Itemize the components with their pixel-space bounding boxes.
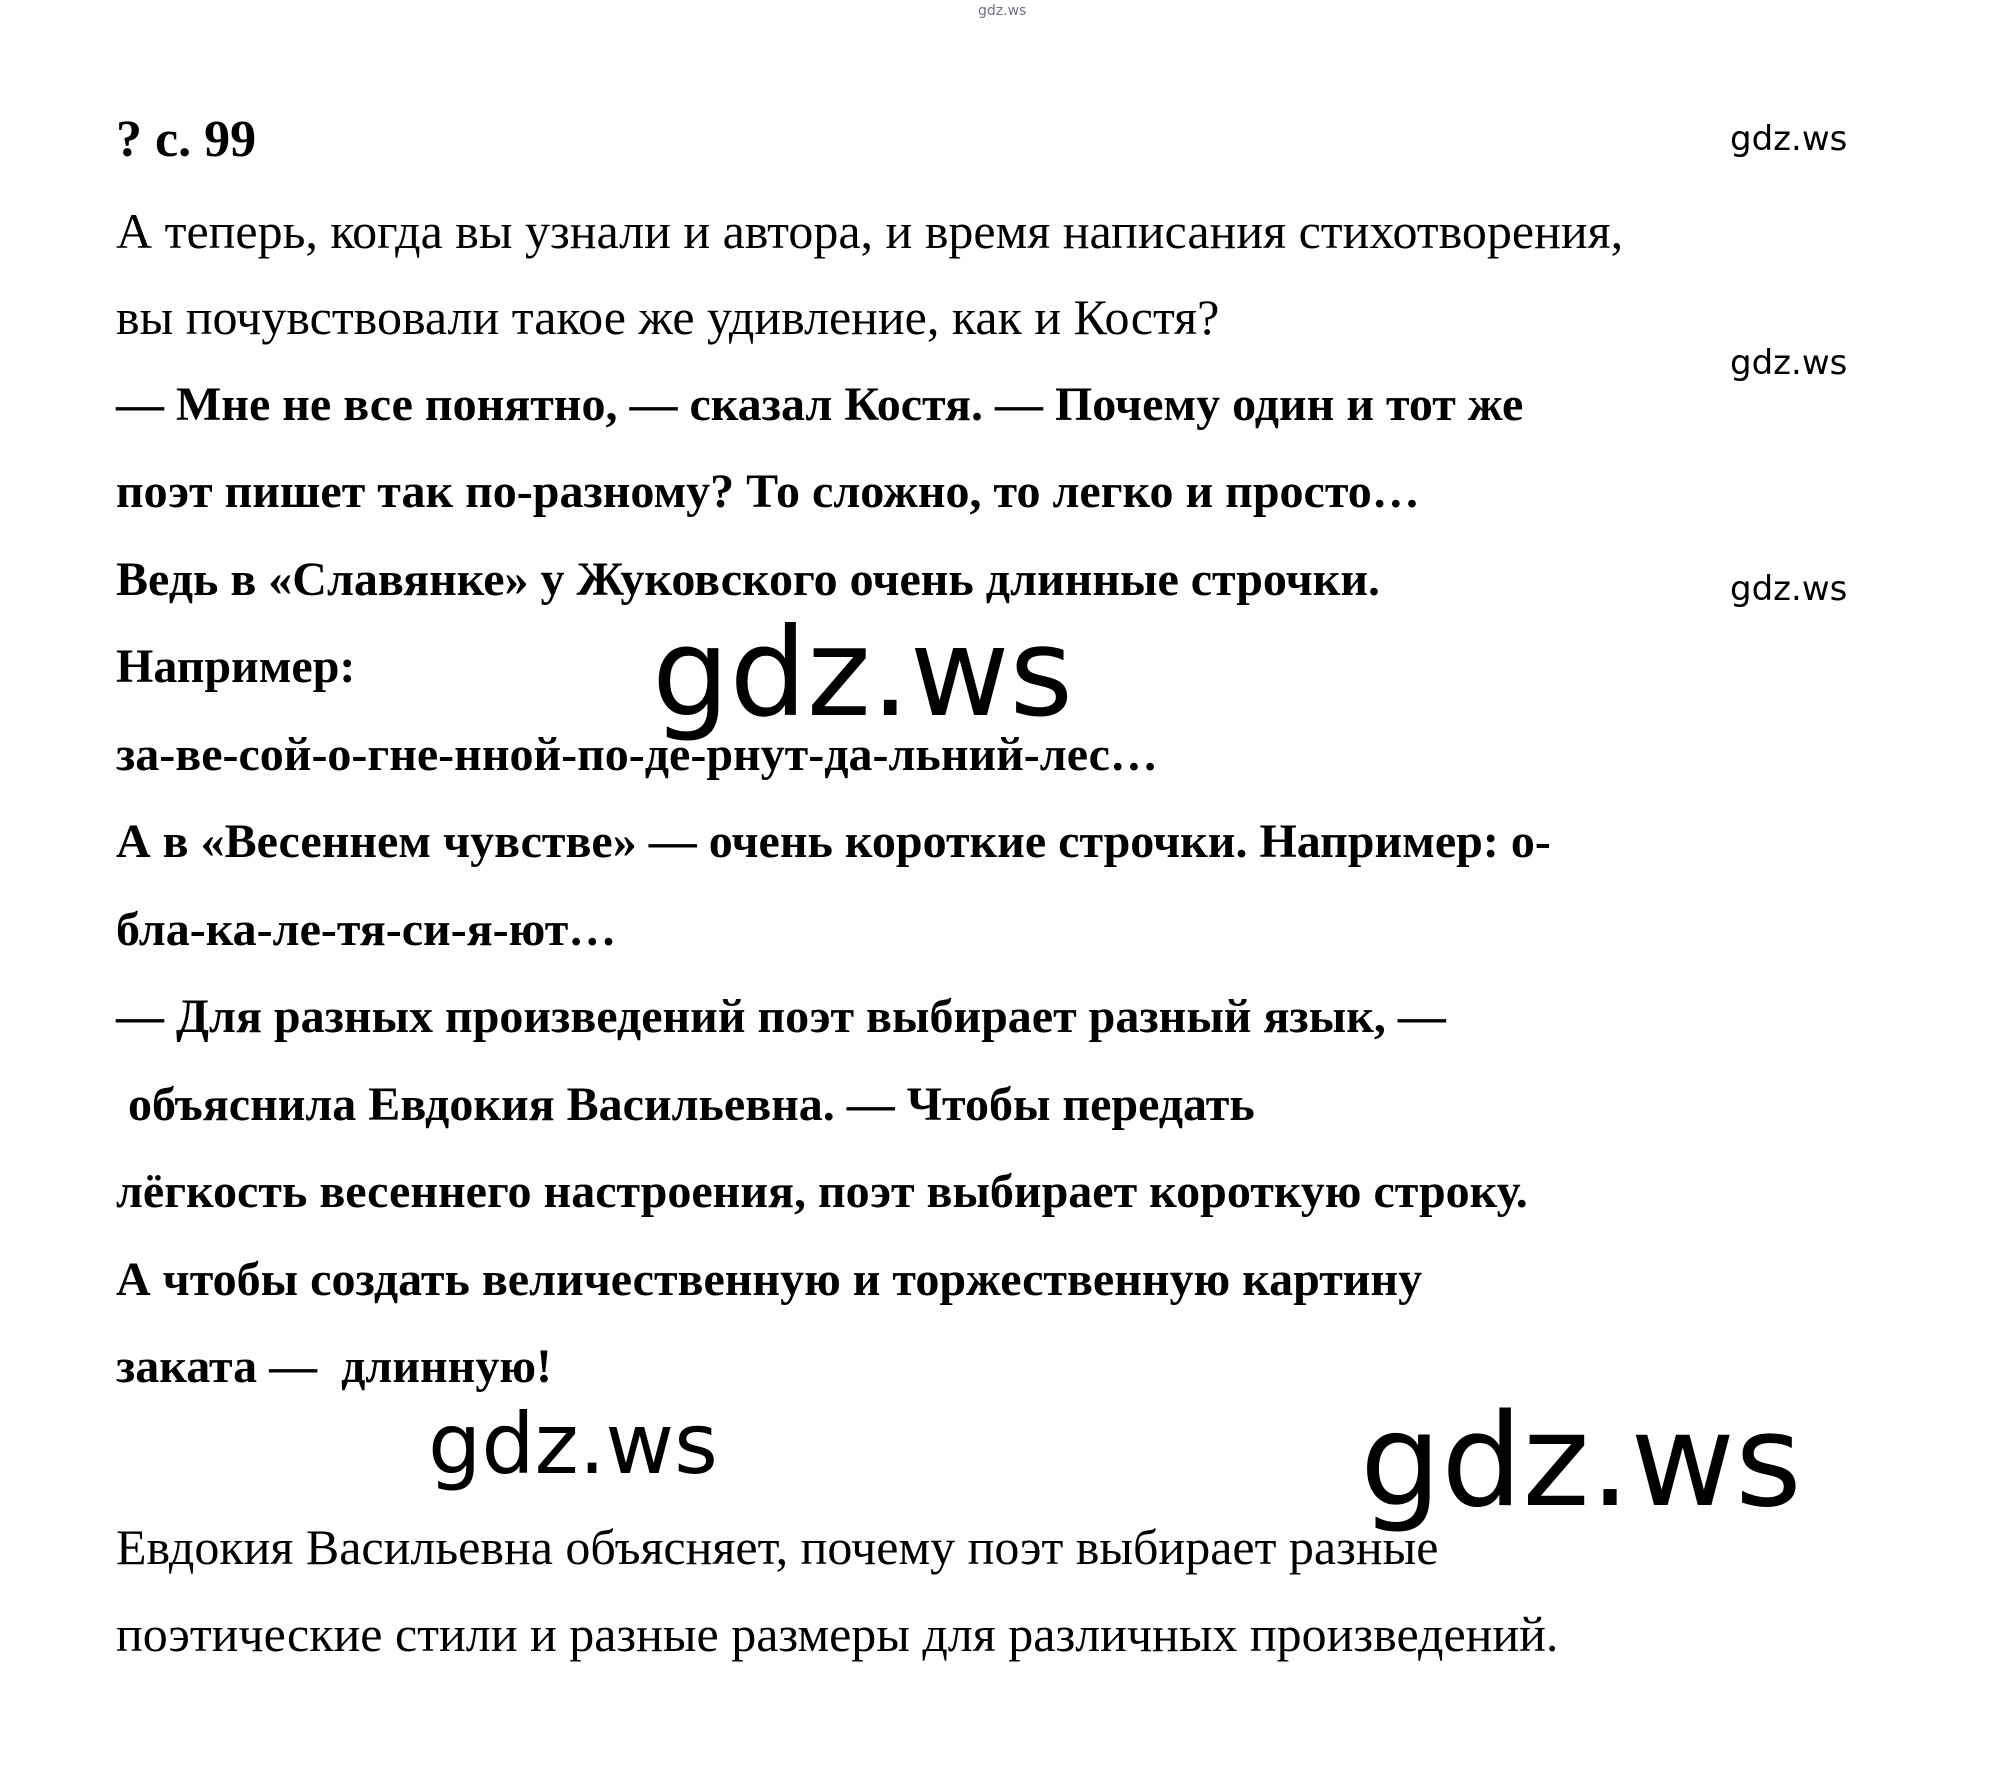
watermark-top: gdz.ws (978, 3, 1027, 19)
excerpt-line-4: Например: (116, 640, 356, 693)
excerpt-line-7: бла-ка-ле-тя-си-я-ют… (116, 903, 617, 956)
watermark-middle: gdz.ws (652, 602, 1074, 744)
watermark-right-2: gdz.ws (1730, 343, 1848, 383)
excerpt-line-8: — Для разных произведений поэт выбирает разный язык, — (116, 990, 1446, 1043)
question-line-1: А теперь, когда вы узнали и автора, и время написания стихотворения, (116, 203, 1624, 259)
question-line-2: вы почувствовали такое же удивление, как и Костя? (116, 289, 1220, 345)
watermark-right-1: gdz.ws (1730, 119, 1848, 159)
excerpt-line-12: заката — длинную! (116, 1340, 552, 1393)
excerpt-line-9: объяснила Евдокия Васильевна. — Чтобы передать (116, 1078, 1255, 1131)
watermark-bottom-right: gdz.ws (1360, 1387, 1802, 1536)
answer-line-1: Евдокия Васильевна объясняет, почему поэт выбирает разные (116, 1519, 1439, 1575)
watermark-bottom-left: gdz.ws (428, 1395, 718, 1493)
page-reference-heading: ? с. 99 (116, 111, 257, 168)
answer-line-2: поэтические стили и разные размеры для различных произведений. (116, 1606, 1559, 1662)
watermark-right-3: gdz.ws (1730, 569, 1848, 609)
excerpt-line-3: Ведь в «Славянке» у Жуковского очень длинные строчки. (116, 553, 1381, 606)
excerpt-line-10: лёгкость весеннего настроения, поэт выбирает короткую строку. (116, 1165, 1528, 1218)
excerpt-line-11: А чтобы создать величественную и торжественную картину (116, 1253, 1423, 1306)
excerpt-line-6: А в «Весеннем чувстве» — очень короткие строчки. Например: о- (116, 815, 1551, 868)
excerpt-line-5: за-ве-сой-о-гне-нной-по-де-рнут-да-льний-лес… (116, 728, 1158, 781)
excerpt-line-1: — Мне не все понятно, — сказал Костя. — Почему один и тот же (116, 378, 1524, 431)
excerpt-line-2: поэт пишет так по-разному? То сложно, то легко и просто… (116, 465, 1420, 518)
